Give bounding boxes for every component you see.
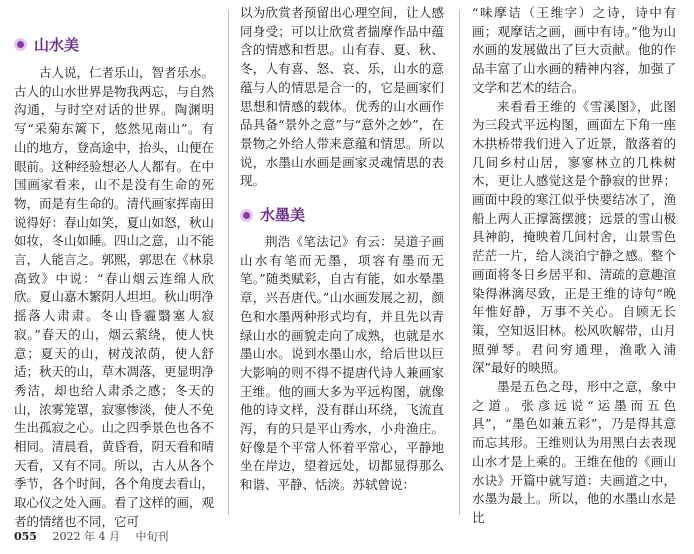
- page-footer: [14, 528, 180, 544]
- paragraph-continued: “味摩诘（王维字）之诗，诗中有画；观摩诘之画，画中有诗。”他为山水画的发展做出了巨大贡献。他的作品丰富了山水画的精神内容，加强了文学和艺术的结合。: [472, 5, 676, 95]
- column-2: [240, 4, 444, 495]
- paragraph: 荆浩《笔法记》有云：吴道子画山水有笔而无墨，项容有墨而无笔。”随类赋彩，自古有能，如水晕墨章，兴吾唐代。”山水画发展之初，颜色和水墨两种形式均有，并且先以青绿山水的画貌走向了成熟，也就是水墨山水。说到水墨山水，给后世以巨大影响的则不得不提唐代诗人兼画家王维。他的画大多为平远构图，就像他的诗文样，没有群山环绕，飞流直泻，有的只是平山秀水，小舟渔庄。好像是个平常人怀着平常心，平静地坐在岸边，望着远处，切都显得那么和谐、平静、恬淡。苏轼曾说：: [240, 234, 444, 493]
- heading-text: 山水美: [34, 35, 80, 54]
- column-divider: [459, 10, 460, 515]
- column-3: [472, 4, 676, 528]
- bullet-icon: [240, 209, 253, 222]
- paragraph: 墨是五色之母，形中之意，象中之道。张彦远说“运墨而五色具”，“墨色如兼五彩”，乃是得其意而忘其形。王维则认为用黑白去表现山水才是上乘的。王维在他的《画山水诀》开篇中就写道：夫画道之中，水墨为最上。所以，他的水墨山水是比: [472, 379, 676, 525]
- column-1: [14, 28, 214, 532]
- column-divider: [228, 10, 229, 515]
- paragraph: 来看看王维的《雪溪图》，此图为三段式平远构图，画面左下角一座木拱桥带我们进入了近景，散落着的几间乡村山居，寥寥林立的几株树木，更让人感觉这是个静寂的世界；画面中段的寒江似乎快要结冰了，渔船上两人正撑篙摆渡；远景的雪山极具神韵，掩映着几间村舍，山景雪色茫茫一片，给人淡泊宁静之感。整个画面将冬日乡居平和、清疏的意趣渲染得淋漓尽致，正是王维的诗句“晚年惟好静，万事不关心。自顾无长策，空知返旧林。松风吹解带，山月照弹琴。君问穷通理，渔歌入浦深”最好的映照。: [472, 98, 676, 376]
- journal-name: 中旬刊: [135, 530, 169, 543]
- section-heading-shuimo: [240, 203, 444, 227]
- paragraph-continued: 以为欣赏者预留出心理空间，让人感同身受；可以让欣赏者揣摩作品中蕴含的情感和哲思。山有春、夏、秋、冬，人有喜、怒、哀、乐，山水的意蕴与人的情思是合一的，它是画家们思想和情感的载体。优秀的山水画作品具备“景外之意”与“意外之妙”，在景物之外给人带来意蕴和情思。所以说，水墨山水画是画家灵魂情思的表现。: [240, 5, 444, 189]
- issue-date: 2022 年 4 月: [52, 530, 120, 543]
- paragraph: 古人说，仁者乐山，智者乐水。古人的山水世界是物我两忘，与自然沟通，与时空对话的世界。陶渊明写“采菊东篱下，悠然见南山”。有山的地方，登高途中，抬头，山便在眼前。这种经验想必人人都有。在中国画家看来，山不是没有生命的死物，而是有生命的。清代画家挥南田说得好：春山如笑，夏山如怒，秋山如妆，冬山如睡。四山之意，山不能言，人能言之。郭熙，郭思在《林泉高致》中说：“春山烟云连绵人欣欣。夏山嘉木繁阴人坦坦。秋山明净摇落人肃肃。冬山昏霾翳塞人寂寂。”春天的山，烟云萦绕，使人快意；夏天的山，树茂浓荫，使人舒适；秋天的山，草木凋落，更显明净秀洁，却也给人肃杀之感；冬天的山，浓雾笼罩，寂寥惨淡，使人不免生出孤寂之心。山之四季景色也各不相同。清晨看，黄昏看，阴天看和晴天看，又有不同。所以，古人从各个季节，各个时间，各个角度去看山，取心仪之处入画。看了这样的画，观者的情绪也不同，它可: [14, 65, 215, 529]
- page-number: 055: [14, 530, 37, 543]
- heading-text: 水墨美: [260, 205, 306, 224]
